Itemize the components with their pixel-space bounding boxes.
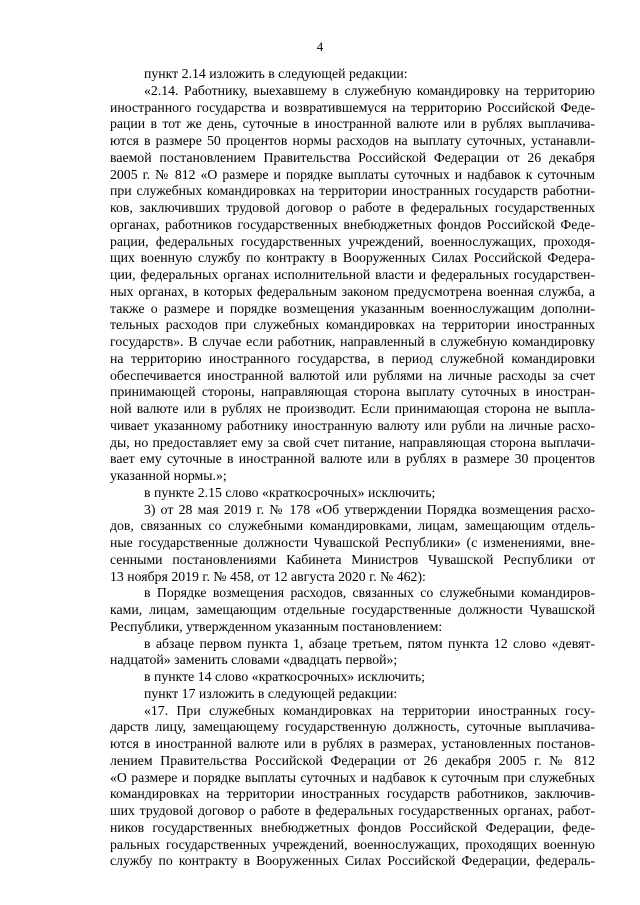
text-line: дарств лицу, замещающему государственную должность, суточные выплачива-: [110, 719, 595, 735]
text-line: Республики, утвержденном указанным постановлением:: [110, 618, 443, 634]
text-line: в пункте 2.15 слово «краткосрочных» исключить;: [144, 484, 436, 500]
paragraph: [110, 669, 595, 686]
text-line: пункт 17 изложить в следующей редакции:: [144, 685, 398, 701]
text-line: 2005 г. № 812 «О размере и порядке выплаты суточных и надбавок к суточным: [110, 166, 595, 182]
text-line: ками, лицам, замещающим отдельные государственные должности Чувашской: [110, 602, 595, 617]
text-line: в Порядке возмещения расходов, связанных со служебными командиров-: [144, 585, 595, 601]
text-line: надцатой» заменить словами «двадцать первой»;: [110, 652, 398, 668]
text-line: ются в иностранной валюте или в рублях в размерах, установленных постанов-: [110, 736, 595, 751]
paragraph: [110, 66, 595, 83]
text-line: ральных государственных учреждений, военнослужащих, проходящих военную: [110, 836, 595, 852]
text-line: «2.14. Работнику, выехавшему в служебную командировку на территорию: [144, 82, 595, 98]
text-line: ных органах, в которых федеральным законом предусмотрена военная служба, а: [110, 283, 595, 299]
text-line: государств». В случае если работник, направленный в служебную командировку: [110, 334, 595, 349]
text-line: ников государственных внебюджетных фондов Российской Федерации, феде-: [110, 819, 595, 835]
text-line: иностранного государства и возвратившемуся на территорию Российской Феде-: [110, 99, 595, 115]
text-line: ков, заключивших трудовой договор о работе в федеральных государственных: [110, 200, 595, 215]
text-line: на территорию иностранного государства, в период служебной командировки: [110, 350, 595, 366]
text-line: 3) от 28 мая 2019 г. № 178 «Об утверждении Порядка возмещения расхо-: [144, 501, 595, 517]
text-line: принимающей стороны, направляющая сторона выплату суточных в иностран-: [110, 384, 595, 400]
text-line: при служебных командировках на территории иностранных государств работни-: [110, 183, 595, 199]
text-line: вает ему суточные в иностранной валюте или в рублях в размере 30 процентов: [110, 451, 595, 467]
text-line: «О размере и порядке выплаты суточных и надбавок к суточным при служебных: [110, 769, 595, 785]
text-line: в пункте 14 слово «краткосрочных» исключить;: [144, 669, 425, 684]
text-line: тельных расходов при служебных командировках на территории иностранных: [110, 317, 595, 333]
text-line: в абзаце первом пункта 1, абзаце третьем, пятом пункта 12 слово «девят-: [144, 635, 595, 651]
text-line: обеспечивается иностранной валютой или рублями на личные расходы за счет: [110, 367, 595, 383]
text-line: чивает указанному работнику иностранную валюту или рубли на личные расхо-: [110, 417, 595, 433]
text-line: службу по контракту в Вооруженных Силах Российской Федерации, федераль-: [110, 853, 595, 869]
text-line: органах, работников государственных внебюджетных фондов Российской Феде-: [110, 216, 595, 232]
text-line: ной валюте или в рублях не производит. Если принимающая сторона не выпла-: [110, 401, 595, 416]
text-line: рации, федеральных государственных учреждений, военнослужащих, проходя-: [110, 233, 595, 249]
text-line: рации в тот же день, суточные в иностранной валюте или в рублях выплачива-: [110, 116, 595, 132]
document-body: [110, 66, 595, 870]
text-line: ваемой постановлением Правительства Российской Федерации от 26 декабря: [110, 149, 595, 165]
text-line: ные государственные должности Чувашской Республики» (с изменениями, вне-: [110, 535, 595, 550]
paragraph: [110, 703, 595, 871]
text-line: щих военную службу по контракту в Вооруженных Силах Российской Федера-: [110, 250, 595, 266]
text-line: дов, связанных со служебными командировками, лицам, замещающим отдель-: [110, 518, 595, 534]
paragraph: [110, 485, 595, 502]
page-number: 4: [316, 39, 324, 54]
text-line: сенными постановлениями Кабинета Министров Чувашской Республики от: [110, 551, 595, 567]
text-line: также о размере и порядке возмещения указанным военнослужащим дополни-: [110, 300, 595, 316]
text-line: лением Правительства Российской Федерации от 26 декабря 2005 г. № 812: [110, 752, 595, 768]
text-line: ды, но предоставляет ему за свой счет питание, направляющая сторона выплачи-: [110, 434, 595, 450]
paragraph: [110, 585, 595, 635]
paragraph: [110, 686, 595, 703]
text-line: 13 ноября 2019 г. № 458, от 12 августа 2020 г. № 462):: [110, 568, 426, 584]
text-line: указанной нормы.»;: [110, 468, 227, 483]
text-line: ших трудовой договор о работе в федеральных государственных органах, работ-: [110, 803, 595, 818]
paragraph: [110, 502, 595, 586]
paragraph: [110, 636, 595, 670]
text-line: ются в размере 50 процентов нормы расходов на выплату суточных, устанавли-: [110, 133, 595, 148]
text-line: ции, федеральных органах исполнительной власти и федеральных государствен-: [110, 267, 595, 282]
text-line: командировках на территории иностранных государств работников, заключив-: [110, 786, 595, 802]
text-line: «17. При служебных командировках на территории иностранных госу-: [144, 702, 595, 718]
paragraph: [110, 83, 595, 485]
text-line: пункт 2.14 изложить в следующей редакции:: [144, 66, 408, 81]
